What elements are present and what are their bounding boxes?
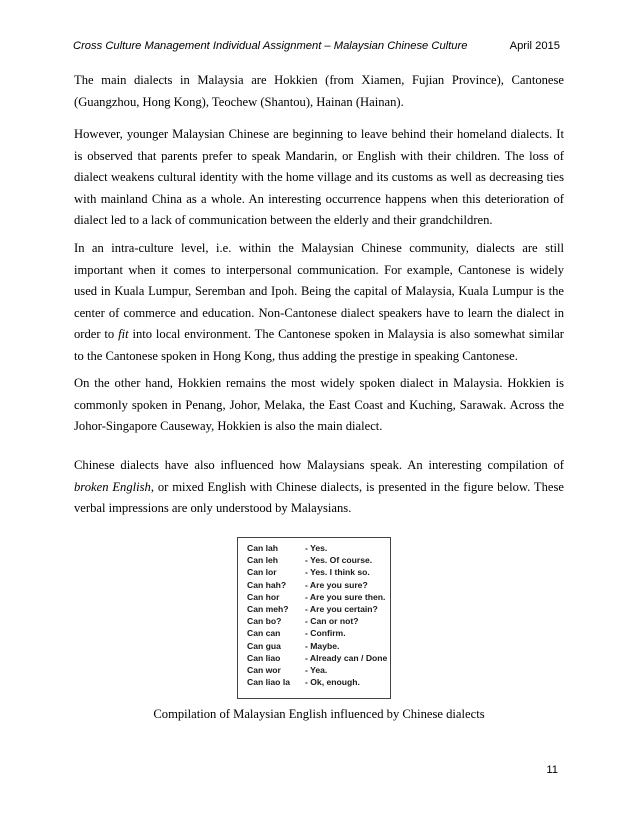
paragraph-main-dialects	[74, 70, 564, 113]
phrase-cell: Can meh?	[247, 604, 289, 615]
meaning-cell: - Are you sure?	[305, 579, 368, 590]
phrase-row	[247, 603, 387, 615]
meaning-cell: - Yes.	[305, 543, 328, 553]
figure-caption: Compilation of Malaysian English influenced by Chinese dialects	[153, 707, 485, 721]
phrase-cell: Can liao	[247, 652, 281, 663]
phrase-cell: Can hor	[247, 591, 280, 602]
emphasis-text: fit	[118, 327, 129, 342]
phrase-cell: Can liao la	[247, 677, 290, 688]
phrase-row	[247, 566, 387, 578]
paragraph-text	[74, 238, 564, 368]
paragraph-text-part: Chinese dialects have also influenced how Malaysians speak. An interesting compilation of	[74, 458, 564, 472]
phrase-row	[247, 664, 387, 676]
meaning-cell: - Yes. I think so.	[305, 567, 370, 578]
phrase-row	[247, 615, 387, 627]
paragraph-broken-english	[74, 455, 564, 520]
paragraph-text: On the other hand, Hokkien remains the most widely spoken dialect in Malaysia. Hokkien is commonly spoken in Penang, Johor, Melaka, the East Coast and Kuching, Sarawak. Across the Johor-Singapore Causeway, Hokkien is also the main dialect.	[74, 376, 564, 434]
paragraph-text-part: , or mixed English with Chinese dialects, is presented in the figure below. These verbal impressions are only understood by Malaysians.	[74, 479, 564, 516]
meaning-cell: - Yes. Of course.	[305, 555, 373, 566]
page-number: 11	[546, 764, 558, 776]
paragraph-younger-generation	[74, 124, 564, 232]
phrase-cell: Can lah	[247, 543, 279, 553]
paragraph-text-part: into local environment. The Cantonese spoken in Malaysia is also somewhat similar to the Cantonese spoken in Hong Kong, thus adding the prestige in speaking Cantonese.	[74, 327, 564, 363]
paragraph-text-part: In an intra-culture level, i.e. within the Malaysian Chinese community, dialects are still important when it comes to interpersonal communication. For example, Cantonese is widely used in Kuala Lumpur, Seremban and Ipoh. Being the capital of Malaysia, Kuala Lumpur is the center of commerce and education. Non-Cantonese dialect speakers have to learn the dialect in order to	[74, 241, 564, 342]
phrase-row	[247, 554, 387, 566]
meaning-cell: - Are you sure then.	[305, 591, 386, 602]
phrase-row	[247, 640, 387, 652]
phrase-cell: Can wor	[247, 665, 281, 676]
phrase-row	[247, 652, 387, 664]
phrase-cell: Can lor	[247, 567, 277, 578]
figure-broken-english	[237, 537, 391, 699]
emphasis-text: broken English	[74, 479, 151, 494]
phrase-cell: Can can	[247, 628, 281, 639]
header-title: Cross Culture Management Individual Assignment – Malaysian Chinese Culture	[73, 40, 468, 52]
phrase-table	[247, 542, 387, 688]
phrase-cell: Can bo?	[247, 616, 282, 627]
header-date: April 2015	[509, 40, 560, 52]
page-header	[73, 40, 560, 54]
phrase-cell: Can leh	[247, 555, 279, 566]
phrase-row	[247, 627, 387, 639]
phrase-cell: Can gua	[247, 640, 281, 651]
meaning-cell: - Yea.	[305, 665, 328, 676]
phrase-row	[247, 542, 387, 554]
meaning-cell: - Are you certain?	[305, 604, 378, 615]
paragraph-intra-culture	[74, 238, 564, 368]
meaning-cell: - Can or not?	[305, 616, 359, 627]
phrase-row	[247, 579, 387, 591]
meaning-cell: - Ok, enough.	[305, 677, 360, 688]
meaning-cell: - Confirm.	[305, 628, 346, 639]
paragraph-hokkien	[74, 373, 564, 438]
paragraph-text: The main dialects in Malaysia are Hokkien (from Xiamen, Fujian Province), Cantonese (Guangzhou, Hong Kong), Teochew (Shantou), Hainan (Hainan).	[74, 73, 564, 109]
phrase-cell: Can hah?	[247, 579, 287, 590]
paragraph-text	[74, 455, 564, 520]
phrase-row	[247, 591, 387, 603]
phrase-row	[247, 676, 387, 688]
meaning-cell: - Maybe.	[305, 640, 340, 651]
paragraph-text: However, younger Malaysian Chinese are beginning to leave behind their homeland dialects. It is observed that parents prefer to speak Mandarin, or English with their children. The loss of dialect weakens cultural identity with the home village and its customs as well as decreasing ties with mainland China as a whole. An interesting occurrence happens when this deterioration of dialect led to a lack of communication between the elderly and their grandchildren.	[74, 127, 564, 228]
meaning-cell: - Already can / Done	[305, 652, 388, 663]
